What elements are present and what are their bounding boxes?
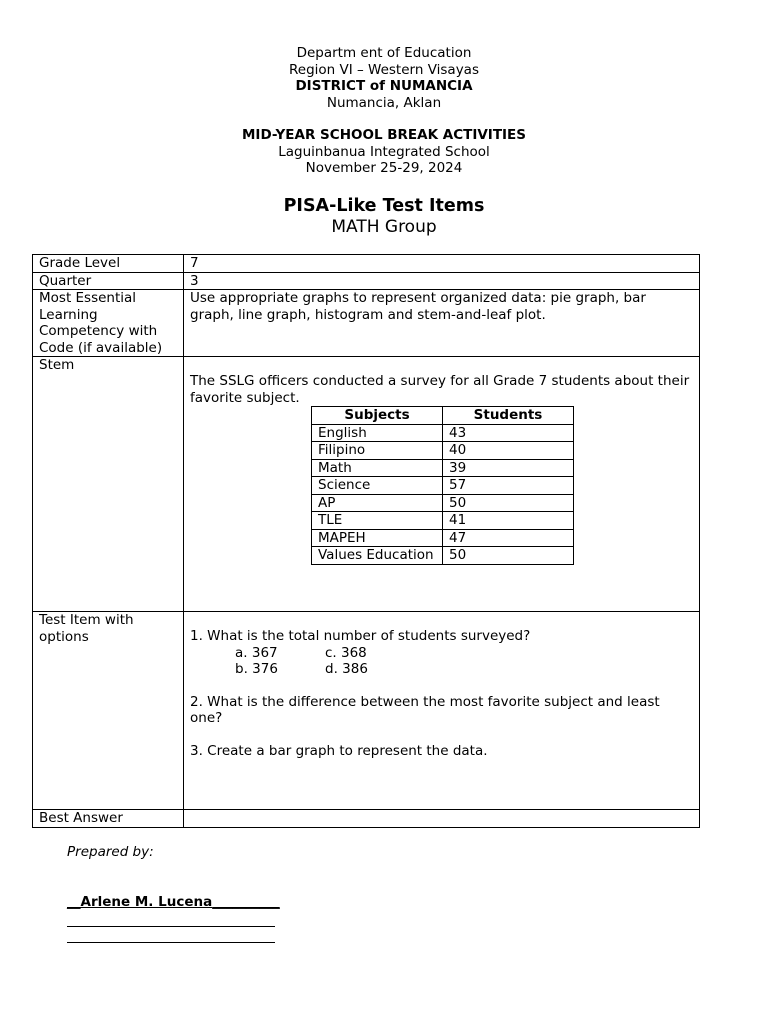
- student-count: 39: [443, 459, 574, 477]
- subject-name: TLE: [312, 512, 443, 530]
- option-a: a. 367: [235, 644, 278, 661]
- question-1: 1. What is the total number of students surveyed?: [190, 628, 531, 644]
- subject-name: English: [312, 424, 443, 442]
- table-row: [312, 529, 574, 547]
- header-date: November 25-29, 2024: [305, 160, 463, 176]
- subject-name: Science: [312, 477, 443, 495]
- blank-line-2: [67, 927, 275, 943]
- table-row: [312, 424, 574, 442]
- melc-label: Most Essential Learning Competency with Code (if available): [33, 290, 184, 357]
- subjects-header: Subjects: [312, 407, 443, 425]
- subject-name: MAPEH: [312, 529, 443, 547]
- subject-name: Filipino: [312, 442, 443, 460]
- test-item-cell: [184, 612, 700, 810]
- page-subtitle: MATH Group: [331, 217, 437, 237]
- title-block: [0, 195, 768, 237]
- student-count: 50: [443, 547, 574, 565]
- table-row: [312, 494, 574, 512]
- student-count: 50: [443, 494, 574, 512]
- table-row: [312, 477, 574, 495]
- options-row-2: [190, 661, 693, 678]
- students-header: Students: [443, 407, 574, 425]
- question-2: 2. What is the difference between the most favorite subject and least one?: [190, 693, 660, 726]
- row-stem: [33, 357, 700, 612]
- stem-cell: [184, 357, 700, 612]
- student-count: 57: [443, 477, 574, 495]
- header-department: Departm ent of Education: [296, 45, 472, 61]
- test-item-label: Test Item with options: [33, 612, 184, 810]
- stem-text: The SSLG officers conducted a survey for all Grade 7 students about their favorite subject.: [190, 373, 690, 406]
- table-row: [312, 442, 574, 460]
- table-row: [312, 512, 574, 530]
- prepared-by-label: Prepared by:: [67, 844, 154, 860]
- quarter-label: Quarter: [33, 272, 184, 290]
- student-count: 43: [443, 424, 574, 442]
- subject-name: Math: [312, 459, 443, 477]
- blank-line-1: [67, 911, 275, 927]
- header-event: MID-YEAR SCHOOL BREAK ACTIVITIES: [241, 127, 526, 143]
- header-school: Laguinbanua Integrated School: [278, 143, 490, 160]
- option-d: d. 386: [325, 661, 368, 677]
- header-district: DISTRICT of NUMANCIA: [295, 78, 473, 94]
- header-region: Region VI – Western Visayas: [288, 61, 479, 78]
- best-answer-value: [184, 810, 700, 828]
- row-melc: [33, 290, 700, 357]
- page-title: PISA-Like Test Items: [283, 196, 485, 216]
- stem-label: Stem: [33, 357, 184, 612]
- student-count: 47: [443, 529, 574, 547]
- question-3: 3. Create a bar graph to represent the data.: [190, 742, 488, 759]
- signature-name-line: __Arlene M. Lucena__________: [67, 894, 280, 910]
- subject-name: Values Education: [312, 547, 443, 565]
- row-best-answer: [33, 810, 700, 828]
- quarter-value: 3: [184, 272, 700, 290]
- subject-name: AP: [312, 494, 443, 512]
- melc-value: Use appropriate graphs to represent organized data: pie graph, bar graph, line graph, histogram and stem-and-leaf plot.: [184, 290, 700, 357]
- preparer-name: Arlene M. Lucena: [80, 894, 213, 910]
- header-location: Numancia, Aklan: [326, 94, 442, 111]
- footer: [67, 844, 280, 943]
- grade-level-label: Grade Level: [33, 255, 184, 273]
- table-row: [312, 459, 574, 477]
- subjects-table: [311, 406, 574, 565]
- student-count: 41: [443, 512, 574, 530]
- row-test-item: [33, 612, 700, 810]
- row-grade-level: [33, 255, 700, 273]
- best-answer-label: Best Answer: [33, 810, 184, 828]
- options-row-1: [190, 645, 693, 662]
- document-header: [0, 45, 768, 177]
- subjects-header-row: [312, 407, 574, 425]
- student-count: 40: [443, 442, 574, 460]
- table-row: [312, 547, 574, 565]
- grade-level-value: 7: [184, 255, 700, 273]
- test-item-table: [32, 254, 700, 828]
- row-quarter: [33, 272, 700, 290]
- option-c: c. 368: [325, 644, 367, 661]
- option-b: b. 376: [235, 661, 278, 677]
